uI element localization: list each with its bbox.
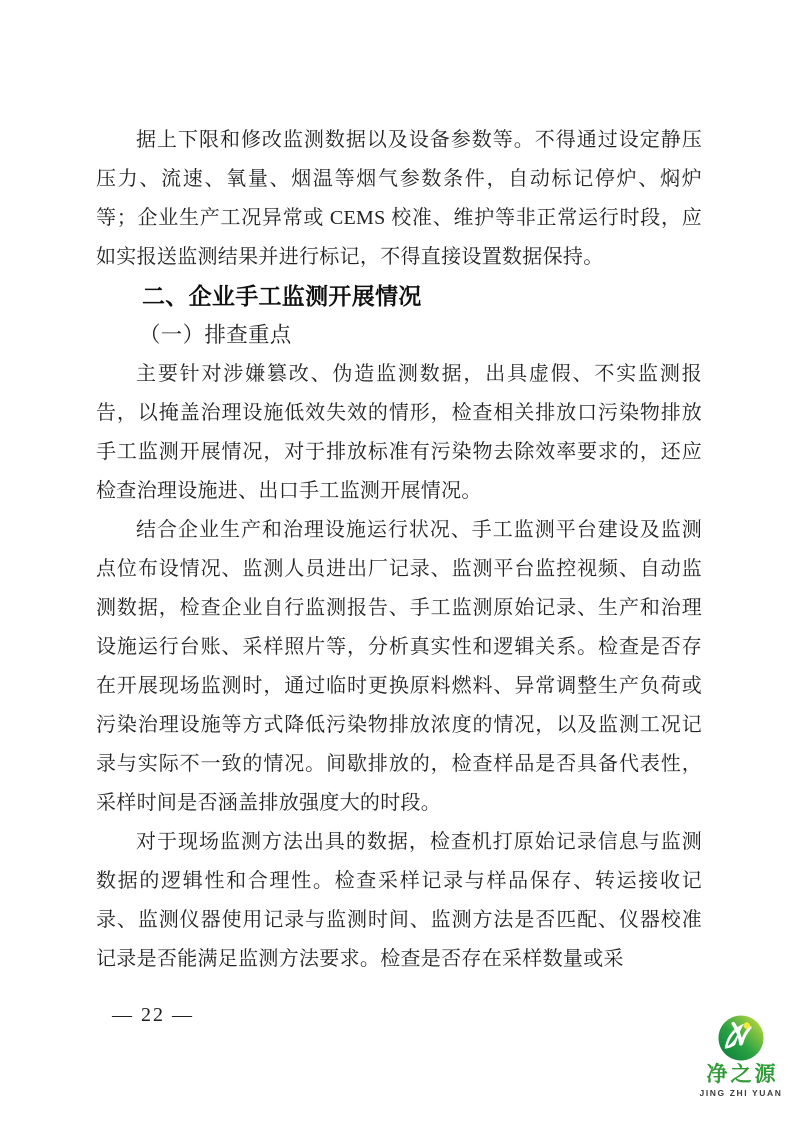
logo-name: 净之源 bbox=[706, 1063, 779, 1086]
paragraph: 据上下限和修改监测数据以及设备参数等。不得通过设定静压压力、流速、氧量、烟温等烟气参数条件，自动标记停炉、焖炉等；企业生产工况异常或 CEMS 校准、维护等非正常运行时段，应如实报送监测结果并进行标记，不得直接设置数据保持。 bbox=[96, 129, 702, 268]
section-heading: 二、企业手工监测开展情况 bbox=[142, 283, 422, 309]
paragraph: 结合企业生产和治理设施运行状况、手工监测平台建设及监测点位布设情况、监测人员进出厂记录、监测平台监控视频、自动监测数据，检查企业自行监测报告、手工监测原始记录、生产和治理设施运行台账、采样照片等，分析真实性和逻辑关系。检查是否存在开展现场监测时，通过临时更换原料燃料、异常调整生产负荷或污染治理设施等方式降低污染物排放浓度的情况，以及监测工况记录与实际不一致的情况。间歇排放的，检查样品是否具备代表性，采样时间是否涵盖排放强度大的时段。 bbox=[96, 519, 702, 814]
subsection-heading: （一）排查重点 bbox=[139, 323, 292, 347]
logo-name-en: JING ZHI YUAN bbox=[699, 1088, 783, 1098]
paragraph: 对于现场监测方法出具的数据，检查机打原始记录信息与监测数据的逻辑性和合理性。检查采样记录与样品保存、转运接收记录、监测仪器使用记录与监测时间、监测方法是否匹配、仪器校准记录是否能满足监测方法要求。检查是否存在采样数量或采 bbox=[96, 831, 702, 970]
page-number: — 22 — bbox=[112, 1004, 194, 1026]
paragraph: 主要针对涉嫌篡改、伪造监测数据，出具虚假、不实监测报告，以掩盖治理设施低效失效的情形，检查相关排放口污染物排放手工监测开展情况，对于排放标准有污染物去除效率要求的，还应检查治理设施进、出口手工监测开展情况。 bbox=[96, 363, 702, 502]
person-leaf-circle-icon bbox=[718, 1015, 764, 1061]
page-content bbox=[96, 121, 702, 979]
company-logo bbox=[695, 1015, 787, 1098]
